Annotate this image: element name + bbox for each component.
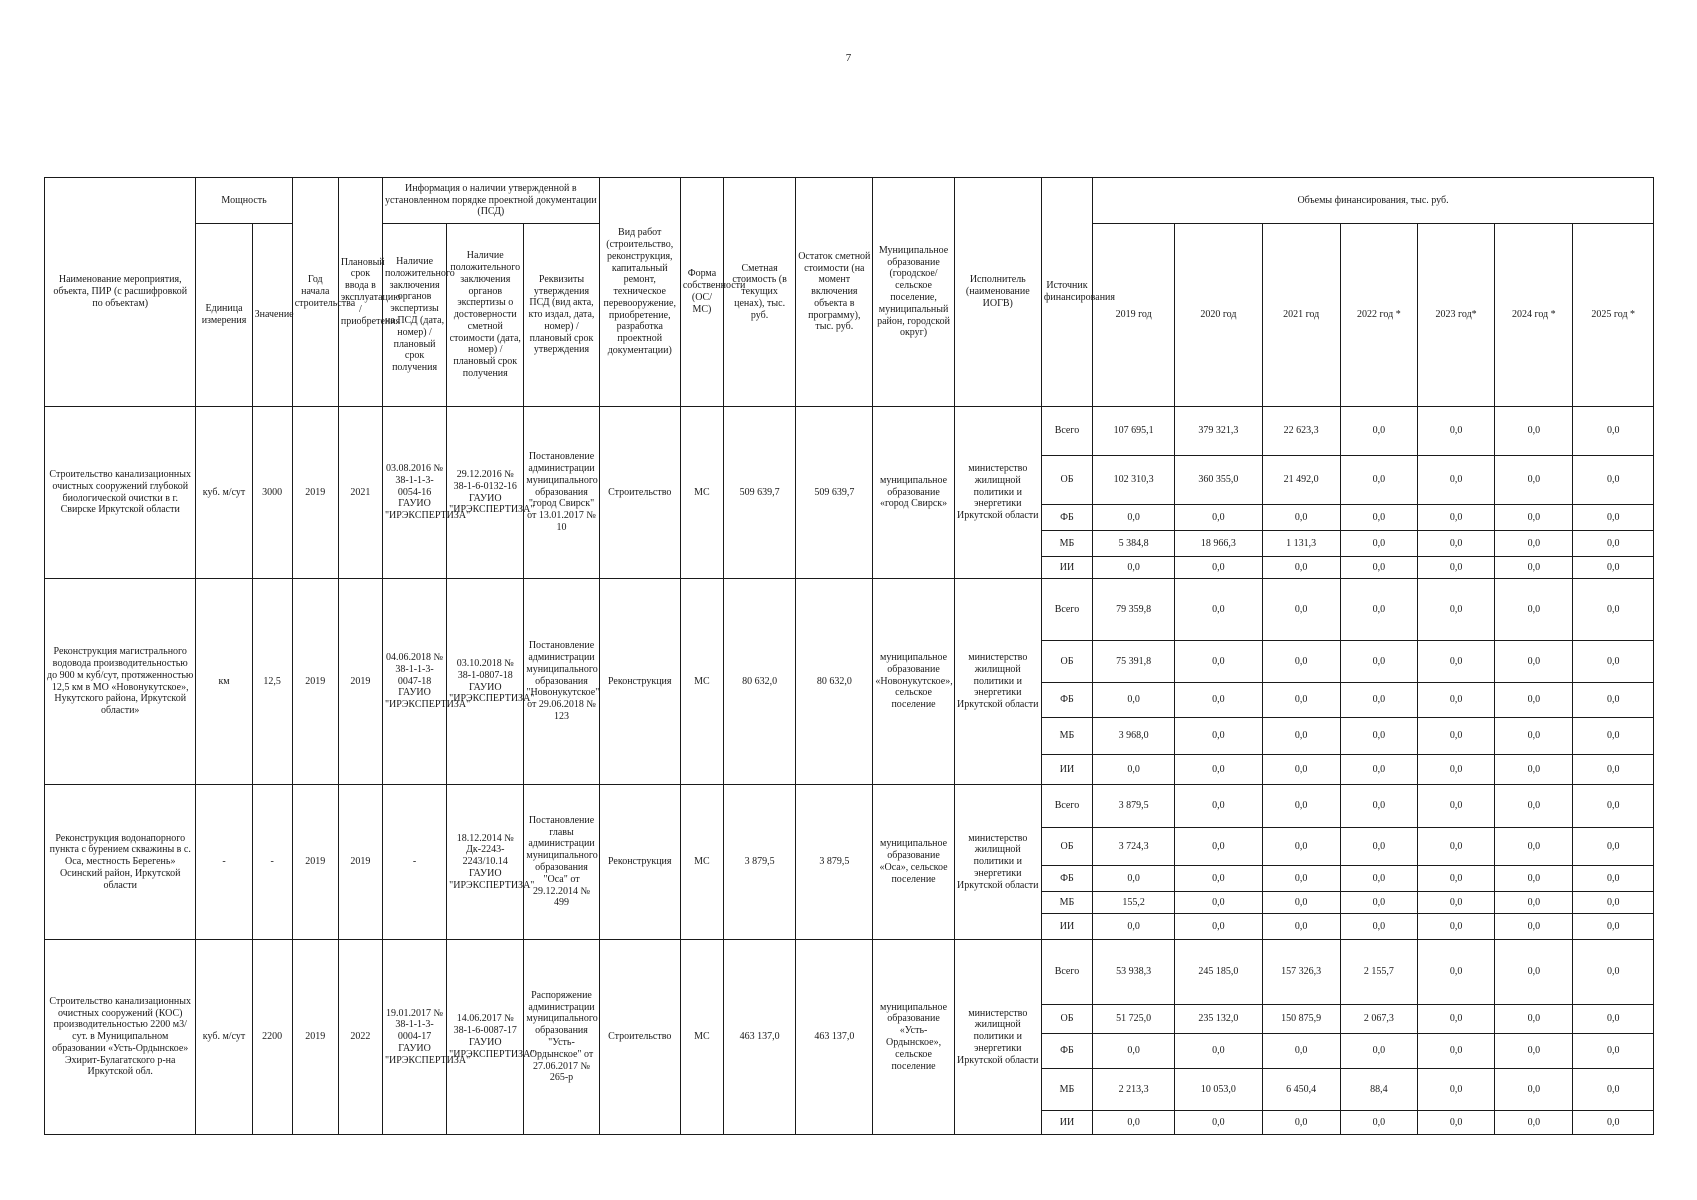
object-psd-approval: Распоряжение администрации муниципального образования "Усть-Ордынское" от 27.06.2017 № 265-р [524, 940, 599, 1135]
funding-value: 53 938,3 [1093, 940, 1175, 1005]
funding-value: 0,0 [1417, 1005, 1494, 1034]
header-year: 2020 год [1175, 224, 1262, 407]
funding-value: 0,0 [1573, 828, 1654, 866]
object-start-year: 2019 [292, 407, 338, 579]
funding-value: 0,0 [1340, 755, 1417, 785]
funding-value: 102 310,3 [1093, 456, 1175, 505]
funding-value: 0,0 [1495, 1005, 1573, 1034]
header-name: Наименование мероприятия, объекта, ПИР (с расшифровкой по объектам) [45, 178, 196, 407]
funding-source: ОБ [1041, 456, 1092, 505]
object-end-year: 2019 [338, 785, 382, 940]
funding-value: 0,0 [1573, 1005, 1654, 1034]
funding-value: 0,0 [1417, 785, 1494, 828]
funding-source: МБ [1041, 1069, 1092, 1111]
funding-value: 0,0 [1495, 407, 1573, 456]
funding-value: 0,0 [1262, 505, 1340, 531]
funding-value: 0,0 [1495, 755, 1573, 785]
header-planned-commission: Плановый срок ввода в эксплуатацию / приобретения [338, 178, 382, 407]
funding-value: 0,0 [1573, 755, 1654, 785]
object-work-type: Реконструкция [599, 579, 680, 785]
funding-value: 0,0 [1093, 505, 1175, 531]
funding-value: 51 725,0 [1093, 1005, 1175, 1034]
object-psd-reliability: 18.12.2014 № Дк-2243-2243/10.14 ГАУИО "ИРЭКСПЕРТИЗА" [447, 785, 524, 940]
object-municipality: муниципальное образование «Усть-Ордынское», сельское поселение [873, 940, 954, 1135]
object-estimated-cost: 463 137,0 [723, 940, 795, 1135]
funding-value: 0,0 [1417, 914, 1494, 940]
funding-value: 0,0 [1340, 505, 1417, 531]
funding-value: 379 321,3 [1175, 407, 1262, 456]
object-ownership: МС [680, 579, 723, 785]
funding-source: ОБ [1041, 828, 1092, 866]
funding-value: 0,0 [1573, 940, 1654, 1005]
header-year: 2024 год * [1495, 224, 1573, 407]
object-psd-reliability: 29.12.2016 № 38-1-6-0132-16 ГАУИО "ИРЭКСПЕРТИЗА" [447, 407, 524, 579]
funding-value: 0,0 [1573, 456, 1654, 505]
object-unit: - [196, 785, 252, 940]
funding-value: 0,0 [1175, 718, 1262, 755]
funding-value: 0,0 [1573, 683, 1654, 718]
object-start-year: 2019 [292, 785, 338, 940]
funding-value: 0,0 [1417, 1069, 1494, 1111]
object-psd-reliability: 03.10.2018 № 38-1-0807-18 ГАУИО "ИРЭКСПЕРТИЗА" [447, 579, 524, 785]
funding-value: 2 067,3 [1340, 1005, 1417, 1034]
funding-value: 0,0 [1573, 641, 1654, 683]
funding-value: 75 391,8 [1093, 641, 1175, 683]
funding-value: 0,0 [1175, 785, 1262, 828]
funding-source: ОБ [1041, 1005, 1092, 1034]
funding-value: 0,0 [1573, 531, 1654, 557]
funding-value: 0,0 [1573, 1111, 1654, 1135]
funding-value: 0,0 [1175, 914, 1262, 940]
object-name: Строительство канализационных очистных сооружений (КОС) производительностью 2200 м3/сут. в Муниципальном образовании «Усть-Ордынское» Эхирит-Булагатского р-на Иркутской обл. [45, 940, 196, 1135]
funding-value: 0,0 [1340, 785, 1417, 828]
object-psd-approval: Постановление администрации муниципального образования "город Свирск" от 13.01.2017 № 10 [524, 407, 599, 579]
header-start-year: Год начала строительства [292, 178, 338, 407]
funding-value: 0,0 [1175, 641, 1262, 683]
funding-value: 0,0 [1573, 1069, 1654, 1111]
object-end-year: 2021 [338, 407, 382, 579]
funding-value: 245 185,0 [1175, 940, 1262, 1005]
funding-value: 0,0 [1340, 1111, 1417, 1135]
header-year: 2019 год [1093, 224, 1175, 407]
object-executor: министерство жилищной политики и энергетики Иркутской области [954, 940, 1041, 1135]
object-remaining-cost: 3 879,5 [796, 785, 873, 940]
header-remaining-cost: Остаток сметной стоимости (на момент включения объекта в программу), тыс. руб. [796, 178, 873, 407]
funding-value: 1 131,3 [1262, 531, 1340, 557]
funding-value: 0,0 [1417, 1111, 1494, 1135]
header-value: Значение [252, 224, 292, 407]
funding-source: Всего [1041, 407, 1092, 456]
funding-value: 0,0 [1340, 407, 1417, 456]
funding-value: 0,0 [1417, 892, 1494, 914]
funding-value: 0,0 [1340, 456, 1417, 505]
funding-value: 0,0 [1495, 505, 1573, 531]
funding-value: 0,0 [1417, 828, 1494, 866]
funding-value: 155,2 [1093, 892, 1175, 914]
funding-value: 0,0 [1495, 1069, 1573, 1111]
funding-value: 0,0 [1417, 557, 1494, 579]
object-value: 2200 [252, 940, 292, 1135]
funding-value: 0,0 [1340, 1034, 1417, 1069]
funding-value: 0,0 [1262, 892, 1340, 914]
funding-value: 0,0 [1262, 785, 1340, 828]
funding-value: 0,0 [1262, 718, 1340, 755]
funding-value: 3 968,0 [1093, 718, 1175, 755]
funding-value: 360 355,0 [1175, 456, 1262, 505]
funding-value: 0,0 [1093, 683, 1175, 718]
funding-value: 0,0 [1093, 866, 1175, 892]
funding-value: 0,0 [1417, 505, 1494, 531]
object-psd-expertise: 04.06.2018 № 38-1-1-3-0047-18 ГАУИО "ИРЭКСПЕРТИЗА" [382, 579, 446, 785]
object-psd-approval: Постановление главы администрации муниципального образования "Оса" от 29.12.2014 № 499 [524, 785, 599, 940]
funding-value: 0,0 [1175, 866, 1262, 892]
funding-value: 0,0 [1495, 579, 1573, 641]
funding-source: ИИ [1041, 914, 1092, 940]
funding-source: ИИ [1041, 557, 1092, 579]
funding-value: 0,0 [1573, 892, 1654, 914]
object-psd-reliability: 14.06.2017 № 38-1-6-0087-17 ГАУИО "ИРЭКСПЕРТИЗА" [447, 940, 524, 1135]
object-remaining-cost: 80 632,0 [796, 579, 873, 785]
object-remaining-cost: 463 137,0 [796, 940, 873, 1135]
funding-value: 0,0 [1573, 785, 1654, 828]
funding-source: ИИ [1041, 1111, 1092, 1135]
header-executor: Исполнитель (наименование ИОГВ) [954, 178, 1041, 407]
funding-source: ФБ [1041, 505, 1092, 531]
funding-source: ИИ [1041, 755, 1092, 785]
table-row [45, 407, 1654, 456]
funding-value: 0,0 [1093, 557, 1175, 579]
header-funding-source: Источник финансирования [1041, 178, 1092, 407]
funding-value: 10 053,0 [1175, 1069, 1262, 1111]
funding-value: 0,0 [1262, 1034, 1340, 1069]
funding-value: 3 724,3 [1093, 828, 1175, 866]
object-ownership: МС [680, 407, 723, 579]
object-work-type: Строительство [599, 940, 680, 1135]
object-psd-expertise: - [382, 785, 446, 940]
header-municipality: Муниципальное образование (городское/сельское поселение, муниципальный район, городской округ) [873, 178, 954, 407]
funding-value: 0,0 [1417, 579, 1494, 641]
object-start-year: 2019 [292, 940, 338, 1135]
funding-value: 0,0 [1417, 940, 1494, 1005]
funding-value: 0,0 [1573, 914, 1654, 940]
funding-value: 0,0 [1175, 683, 1262, 718]
header-year: 2021 год [1262, 224, 1340, 407]
object-value: 12,5 [252, 579, 292, 785]
object-executor: министерство жилищной политики и энергетики Иркутской области [954, 785, 1041, 940]
object-psd-approval: Постановление администрации муниципального образования "Новонукутское" от 29.06.2018 № 123 [524, 579, 599, 785]
funding-value: 0,0 [1262, 641, 1340, 683]
object-start-year: 2019 [292, 579, 338, 785]
object-municipality: муниципальное образование «город Свирск» [873, 407, 954, 579]
funding-source: МБ [1041, 892, 1092, 914]
object-psd-expertise: 03.08.2016 № 38-1-1-3-0054-16 ГАУИО "ИРЭКСПЕРТИЗА" [382, 407, 446, 579]
funding-value: 0,0 [1573, 1034, 1654, 1069]
funding-value: 0,0 [1262, 828, 1340, 866]
table-row [45, 579, 1654, 641]
object-executor: министерство жилищной политики и энергетики Иркутской области [954, 407, 1041, 579]
funding-value: 0,0 [1573, 579, 1654, 641]
funding-value: 0,0 [1573, 407, 1654, 456]
funding-source: ФБ [1041, 1034, 1092, 1069]
funding-value: 0,0 [1495, 718, 1573, 755]
funding-value: 0,0 [1175, 755, 1262, 785]
page-number: 7 [845, 52, 852, 64]
funding-value: 0,0 [1495, 1034, 1573, 1069]
funding-value: 0,0 [1573, 866, 1654, 892]
object-unit: км [196, 579, 252, 785]
funding-value: 0,0 [1262, 579, 1340, 641]
header-unit: Единица измерения [196, 224, 252, 407]
funding-value: 0,0 [1093, 914, 1175, 940]
header-work-type: Вид работ (строительство, реконструкция, капитальный ремонт, техническое перевооружение, приобретение, разработка проектной документации) [599, 178, 680, 407]
header-psd-expertise: Наличие положительного заключения органов экспертизы на ПСД (дата, номер) / плановый срок получения [382, 224, 446, 407]
funding-value: 150 875,9 [1262, 1005, 1340, 1034]
funding-value: 0,0 [1417, 1034, 1494, 1069]
funding-value: 0,0 [1495, 557, 1573, 579]
funding-value: 0,0 [1093, 1111, 1175, 1135]
funding-source: Всего [1041, 579, 1092, 641]
funding-value: 0,0 [1495, 892, 1573, 914]
header-psd-reliability: Наличие положительного заключения органов экспертизы о достоверности сметной стоимости (дата, номер) / плановый срок получения [447, 224, 524, 407]
funding-value: 2 155,7 [1340, 940, 1417, 1005]
header-psd-approval: Реквизиты утверждения ПСД (вид акта, кто издал, дата, номер) / плановый срок утверждения [524, 224, 599, 407]
object-estimated-cost: 80 632,0 [723, 579, 795, 785]
funding-source: Всего [1041, 785, 1092, 828]
funding-value: 5 384,8 [1093, 531, 1175, 557]
funding-value: 157 326,3 [1262, 940, 1340, 1005]
funding-table [44, 177, 1654, 1135]
funding-value: 6 450,4 [1262, 1069, 1340, 1111]
funding-source: МБ [1041, 531, 1092, 557]
funding-value: 21 492,0 [1262, 456, 1340, 505]
object-ownership: МС [680, 785, 723, 940]
funding-value: 18 966,3 [1175, 531, 1262, 557]
funding-value: 22 623,3 [1262, 407, 1340, 456]
funding-value: 0,0 [1340, 531, 1417, 557]
funding-value: 0,0 [1340, 892, 1417, 914]
funding-value: 0,0 [1093, 755, 1175, 785]
table-header [45, 178, 1654, 407]
object-municipality: муниципальное образование «Оса», сельское поселение [873, 785, 954, 940]
funding-value: 0,0 [1262, 755, 1340, 785]
object-value: - [252, 785, 292, 940]
funding-value: 0,0 [1495, 641, 1573, 683]
object-name: Строительство канализационных очистных сооружений глубокой биологической очистки в г. Свирске Иркутской области [45, 407, 196, 579]
funding-value: 0,0 [1175, 505, 1262, 531]
funding-value: 0,0 [1262, 866, 1340, 892]
funding-value: 0,0 [1340, 641, 1417, 683]
object-executor: министерство жилищной политики и энергетики Иркутской области [954, 579, 1041, 785]
funding-value: 0,0 [1175, 828, 1262, 866]
object-remaining-cost: 509 639,7 [796, 407, 873, 579]
object-unit: куб. м/сут [196, 407, 252, 579]
funding-value: 0,0 [1417, 718, 1494, 755]
funding-value: 0,0 [1175, 1034, 1262, 1069]
funding-value: 79 359,8 [1093, 579, 1175, 641]
object-estimated-cost: 509 639,7 [723, 407, 795, 579]
funding-value: 0,0 [1340, 557, 1417, 579]
object-work-type: Реконструкция [599, 785, 680, 940]
funding-value: 0,0 [1495, 914, 1573, 940]
funding-source: ФБ [1041, 866, 1092, 892]
funding-value: 0,0 [1340, 718, 1417, 755]
funding-value: 0,0 [1495, 940, 1573, 1005]
funding-value: 107 695,1 [1093, 407, 1175, 456]
object-end-year: 2022 [338, 940, 382, 1135]
funding-value: 0,0 [1340, 828, 1417, 866]
funding-value: 3 879,5 [1093, 785, 1175, 828]
funding-value: 235 132,0 [1175, 1005, 1262, 1034]
funding-value: 0,0 [1262, 1111, 1340, 1135]
funding-value: 0,0 [1573, 505, 1654, 531]
funding-source: Всего [1041, 940, 1092, 1005]
funding-source: ОБ [1041, 641, 1092, 683]
object-value: 3000 [252, 407, 292, 579]
funding-value: 0,0 [1417, 866, 1494, 892]
object-unit: куб. м/сут [196, 940, 252, 1135]
object-name: Реконструкция магистрального водовода производительностью до 900 м куб/сут, протяженностью 12,5 км в МО «Новонукутское», Нукутского района, Иркутской области» [45, 579, 196, 785]
table-row [45, 785, 1654, 828]
object-name: Реконструкция водонапорного пункта с бурением скважины в с. Оса, местность Берегень» Осинский район, Иркутской области [45, 785, 196, 940]
funding-value: 0,0 [1175, 579, 1262, 641]
header-funding-group: Объемы финансирования, тыс. руб. [1093, 178, 1654, 224]
funding-value: 0,0 [1495, 866, 1573, 892]
funding-value: 0,0 [1573, 718, 1654, 755]
funding-value: 0,0 [1262, 914, 1340, 940]
funding-value: 0,0 [1175, 892, 1262, 914]
table-row [45, 940, 1654, 1005]
funding-value: 0,0 [1495, 828, 1573, 866]
object-psd-expertise: 19.01.2017 № 38-1-1-3-0004-17 ГАУИО "ИРЭКСПЕРТИЗА" [382, 940, 446, 1135]
object-ownership: МС [680, 940, 723, 1135]
funding-source: ФБ [1041, 683, 1092, 718]
funding-value: 0,0 [1417, 407, 1494, 456]
funding-value: 0,0 [1495, 683, 1573, 718]
table-body [45, 407, 1654, 1135]
header-psd-group: Информация о наличии утвержденной в установленном порядке проектной документации (ПСД) [382, 178, 599, 224]
header-capacity: Мощность [196, 178, 292, 224]
funding-value: 0,0 [1495, 456, 1573, 505]
object-end-year: 2019 [338, 579, 382, 785]
funding-value: 88,4 [1340, 1069, 1417, 1111]
funding-value: 0,0 [1573, 557, 1654, 579]
funding-value: 2 213,3 [1093, 1069, 1175, 1111]
funding-value: 0,0 [1340, 914, 1417, 940]
funding-value: 0,0 [1175, 557, 1262, 579]
header-year: 2025 год * [1573, 224, 1654, 407]
funding-value: 0,0 [1093, 1034, 1175, 1069]
header-estimated-cost: Сметная стоимость (в текущих ценах), тыс. руб. [723, 178, 795, 407]
object-municipality: муниципальное образование «Новонукутское», сельское поселение [873, 579, 954, 785]
header-ownership: Форма собственности (ОС/МС) [680, 178, 723, 407]
funding-value: 0,0 [1262, 557, 1340, 579]
funding-value: 0,0 [1262, 683, 1340, 718]
funding-value: 0,0 [1417, 755, 1494, 785]
funding-value: 0,0 [1495, 1111, 1573, 1135]
funding-value: 0,0 [1495, 785, 1573, 828]
funding-value: 0,0 [1340, 866, 1417, 892]
header-year: 2022 год * [1340, 224, 1417, 407]
funding-value: 0,0 [1495, 531, 1573, 557]
header-year: 2023 год* [1417, 224, 1494, 407]
object-estimated-cost: 3 879,5 [723, 785, 795, 940]
funding-value: 0,0 [1417, 531, 1494, 557]
funding-source: МБ [1041, 718, 1092, 755]
funding-value: 0,0 [1340, 579, 1417, 641]
funding-value: 0,0 [1175, 1111, 1262, 1135]
object-work-type: Строительство [599, 407, 680, 579]
funding-value: 0,0 [1417, 683, 1494, 718]
funding-value: 0,0 [1417, 641, 1494, 683]
funding-value: 0,0 [1340, 683, 1417, 718]
funding-value: 0,0 [1417, 456, 1494, 505]
